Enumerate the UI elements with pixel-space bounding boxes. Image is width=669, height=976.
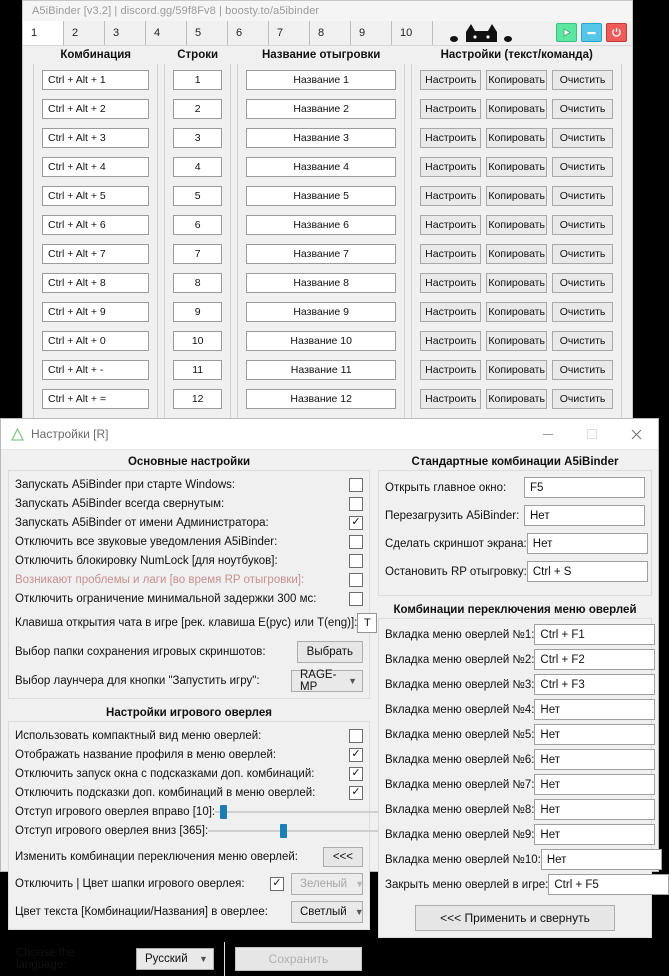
row-actions (420, 273, 613, 293)
settings-window-controls (526, 420, 658, 449)
maximize-icon (586, 428, 598, 440)
row-actions (420, 99, 613, 119)
group-title-overlay-combos: Комбинации переключения меню оверлей (393, 604, 637, 616)
combination-input[interactable]: Ctrl + Alt + 8 (42, 273, 149, 293)
apply-and-minimize-button[interactable]: <<< Применить и свернуть (415, 905, 615, 931)
settings-left-column (8, 456, 370, 976)
clear-button[interactable]: Очистить (552, 99, 613, 119)
clear-button[interactable]: Очистить (552, 215, 613, 235)
tab-2[interactable]: 2 (64, 21, 105, 45)
power-icon (611, 27, 622, 38)
combination-input[interactable]: Ctrl + Alt + 3 (42, 128, 149, 148)
choose-folder-button[interactable]: Выбрать (297, 641, 363, 663)
configure-button[interactable]: Настроить (420, 244, 481, 264)
column-combination (33, 50, 158, 425)
line-count-input[interactable]: 10 (173, 331, 222, 351)
chat-key-input[interactable]: T (357, 613, 377, 633)
overlay-slider-2[interactable] (208, 823, 378, 839)
settings-titlebar (1, 419, 658, 450)
overlay-checkbox-list (15, 726, 363, 802)
line-count-input[interactable]: 9 (173, 302, 222, 322)
launcher-label: Выбор лаунчера для кнопки "Запустить игру": (15, 675, 260, 687)
name-cells (237, 64, 405, 425)
configure-button[interactable]: Настроить (420, 360, 481, 380)
roleplay-name-input[interactable]: Название 12 (246, 389, 396, 409)
main-setting-1-checkbox[interactable] (349, 478, 363, 492)
check-icon: ✓ (351, 766, 361, 779)
tab-3[interactable]: 3 (105, 21, 146, 45)
line-count-input[interactable]: 12 (173, 389, 222, 409)
roleplay-name-input[interactable]: Название 7 (246, 244, 396, 264)
overlay-combo-3-label: Вкладка меню оверлей №3: (385, 678, 535, 691)
tab-7[interactable]: 7 (269, 21, 310, 45)
overlay-setting-2-row (15, 745, 363, 764)
main-setting-6-row (15, 570, 363, 589)
main-setting-5-row (15, 551, 363, 570)
tab-5[interactable]: 5 (187, 21, 228, 45)
language-select[interactable] (136, 948, 214, 970)
main-setting-2-checkbox[interactable] (349, 497, 363, 511)
copy-button[interactable]: Копировать (486, 302, 547, 322)
row-actions (420, 186, 613, 206)
group-title-main-settings: Основные настройки (127, 456, 251, 468)
roleplay-name-input[interactable]: Название 8 (246, 273, 396, 293)
clear-button[interactable]: Очистить (552, 389, 613, 409)
overlay-combo-5-row (385, 724, 645, 745)
line-count-input[interactable]: 6 (173, 215, 222, 235)
standard-combo-4-input[interactable]: Ctrl + S (527, 561, 648, 582)
column-header-combination: Комбинация (60, 49, 131, 61)
overlay-combo-5-input[interactable]: Нет (534, 724, 655, 745)
column-header-name: Название отыгровки (261, 49, 381, 61)
row-actions (420, 389, 613, 409)
line-count-input[interactable]: 8 (173, 273, 222, 293)
roleplay-name-input[interactable]: Название 3 (246, 128, 396, 148)
settings-body (1, 450, 658, 976)
overlay-slider-list (15, 802, 363, 840)
overlay-combo-10-row (385, 849, 645, 870)
slider-track (208, 830, 378, 832)
tab-9[interactable]: 9 (351, 21, 392, 45)
overlay-setting-3-row (15, 764, 363, 783)
combination-input[interactable]: Ctrl + Alt + - (42, 360, 149, 380)
settings-maximize-button[interactable] (570, 420, 614, 449)
clear-button[interactable]: Очистить (552, 302, 613, 322)
overlay-combo-7-input[interactable]: Нет (534, 774, 655, 795)
overlay-combo-1-row (385, 624, 645, 645)
line-count-input[interactable]: 3 (173, 128, 222, 148)
play-button[interactable] (556, 23, 577, 42)
main-window (22, 0, 633, 420)
standard-combo-4-row (385, 561, 645, 582)
change-combos-label: Изменить комбинации переключения меню оверлей: (15, 851, 299, 863)
row-actions (420, 128, 613, 148)
group-title-overlay-settings: Настройки игрового оверлея (106, 707, 272, 719)
combination-input[interactable]: Ctrl + Alt + 7 (42, 244, 149, 264)
screenshot-folder-label: Выбор папки сохранения игровых скриншотов: (15, 646, 266, 658)
overlay-combos-list (385, 624, 645, 895)
overlay-setting-3-checkbox[interactable] (349, 767, 363, 781)
group-title-standard-combos: Стандартные комбинации A5iBinder (411, 456, 619, 468)
copy-button[interactable]: Копировать (486, 389, 547, 409)
row-actions (420, 157, 613, 177)
overlay-setting-2-label: Отображать название профиля в меню оверлей: (15, 748, 277, 761)
tab-4[interactable]: 4 (146, 21, 187, 45)
group-main-settings (8, 456, 370, 699)
tab-10[interactable]: 10 (392, 21, 433, 45)
text-color-label: Цвет текста [Комбинации/Названия] в оверлее: (15, 906, 268, 918)
change-combos-button[interactable]: <<< (323, 847, 363, 867)
main-setting-7-checkbox[interactable] (349, 592, 363, 606)
settings-bottom-bar (8, 938, 370, 976)
main-setting-6-checkbox[interactable] (349, 573, 363, 587)
settings-close-button[interactable] (614, 420, 658, 449)
clear-button[interactable]: Очистить (552, 157, 613, 177)
clear-button[interactable]: Очистить (552, 244, 613, 264)
profile-tabstrip (23, 21, 632, 46)
configure-button[interactable]: Настроить (420, 99, 481, 119)
tab-6[interactable]: 6 (228, 21, 269, 45)
standard-combo-3-input[interactable]: Нет (527, 533, 648, 554)
combination-input[interactable]: Ctrl + Alt + 1 (42, 70, 149, 90)
row-actions (420, 302, 613, 322)
configure-button[interactable]: Настроить (420, 215, 481, 235)
copy-button[interactable]: Копировать (486, 186, 547, 206)
overlay-combo-11-input[interactable]: Ctrl + F5 (548, 874, 669, 895)
row-launcher (15, 670, 363, 692)
configure-button[interactable]: Настроить (420, 331, 481, 351)
language-label: Choose the language: (16, 947, 75, 971)
main-setting-4-label: Отключить все звуковые уведомления A5iBinder: (15, 535, 278, 548)
overlay-combo-10-input[interactable]: Нет (541, 849, 662, 870)
configure-button[interactable]: Настроить (420, 128, 481, 148)
main-setting-7-label: Отключить ограничение минимальной задержки 300 мс: (15, 592, 317, 605)
roleplay-name-input[interactable]: Название 5 (246, 186, 396, 206)
column-name (237, 50, 405, 425)
clear-button[interactable]: Очистить (552, 186, 613, 206)
check-icon: ✓ (272, 877, 282, 889)
row-actions (420, 331, 613, 351)
overlay-combo-6-row (385, 749, 645, 770)
save-button[interactable]: Сохранить (235, 947, 362, 971)
main-setting-2-row (15, 494, 363, 513)
roleplay-name-input[interactable]: Название 11 (246, 360, 396, 380)
main-settings-checkbox-list (15, 475, 363, 608)
main-setting-3-label: Запускать A5iBinder от имени Администратора: (15, 516, 269, 529)
configure-button[interactable]: Настроить (420, 157, 481, 177)
overlay-combo-11-row (385, 874, 645, 895)
chevron-down-icon: ▼ (355, 879, 365, 889)
clear-button[interactable]: Очистить (552, 273, 613, 293)
app-title: A5iBinder [v3.2] | discord.gg/59f8Fv8 | boosty.to/a5ibinder (32, 5, 320, 17)
clear-button[interactable]: Очистить (552, 360, 613, 380)
group-overlay-settings (8, 707, 370, 930)
row-change-combos (15, 847, 363, 867)
line-count-input[interactable]: 2 (173, 99, 222, 119)
chat-key-label: Клавиша открытия чата в игре [рек. клавиша E(рус) или T(eng)]: (15, 617, 358, 629)
overlay-combo-9-row (385, 824, 645, 845)
line-count-input[interactable]: 1 (173, 70, 222, 90)
column-header-rows: Строки (177, 49, 219, 61)
main-setting-2-label: Запускать A5iBinder всегда свернутым: (15, 497, 225, 510)
settings-title: Настройки [R] (31, 427, 109, 441)
overlay-setting-4-checkbox[interactable] (349, 786, 363, 800)
copy-button[interactable]: Копировать (486, 273, 547, 293)
configure-button[interactable]: Настроить (420, 389, 481, 409)
main-setting-3-checkbox[interactable] (349, 516, 363, 530)
standard-combo-1-input[interactable]: F5 (524, 477, 645, 498)
minimize-icon (586, 28, 597, 37)
overlay-combo-4-row (385, 699, 645, 720)
combination-input[interactable]: Ctrl + Alt + = (42, 389, 149, 409)
tab-8[interactable]: 8 (310, 21, 351, 45)
header-color-checkbox[interactable] (270, 877, 284, 891)
configure-button[interactable]: Настроить (420, 70, 481, 90)
text-color-select[interactable] (291, 901, 363, 923)
overlay-combo-6-input[interactable]: Нет (534, 749, 655, 770)
chevron-down-icon: ▼ (348, 676, 357, 686)
standard-combo-3-label: Сделать скриншот экрана: (385, 537, 527, 550)
copy-button[interactable]: Копировать (486, 360, 547, 380)
row-actions (420, 360, 613, 380)
overlay-setting-1-row (15, 726, 363, 745)
combination-input[interactable]: Ctrl + Alt + 2 (42, 99, 149, 119)
configure-button[interactable]: Настроить (420, 302, 481, 322)
overlay-slider-1-row (15, 802, 363, 821)
overlay-combo-4-input[interactable]: Нет (534, 699, 655, 720)
overlay-setting-4-row (15, 783, 363, 802)
combination-input[interactable]: Ctrl + Alt + 4 (42, 157, 149, 177)
overlay-combo-9-label: Вкладка меню оверлей №9: (385, 828, 535, 841)
settings-right-column (378, 456, 652, 976)
overlay-combo-4-label: Вкладка меню оверлей №4: (385, 703, 535, 716)
main-setting-1-label: Запускать A5iBinder при старте Windows: (15, 478, 236, 491)
group-overlay-combos (378, 604, 652, 938)
slider-thumb[interactable] (280, 824, 287, 838)
roleplay-name-input[interactable]: Название 10 (246, 331, 396, 351)
overlay-combo-2-row (385, 649, 645, 670)
row-text-color (15, 901, 363, 923)
settings-minimize-button[interactable] (526, 420, 570, 449)
cat-silhouette-icon (448, 23, 514, 43)
roleplay-name-input[interactable]: Название 4 (246, 157, 396, 177)
roleplay-name-input[interactable]: Название 9 (246, 302, 396, 322)
clear-button[interactable]: Очистить (552, 128, 613, 148)
main-window-titlebar (23, 1, 632, 21)
line-count-input[interactable]: 11 (173, 360, 222, 380)
overlay-setting-1-label: Использовать компактный вид меню оверлей: (15, 729, 262, 742)
copy-button[interactable]: Копировать (486, 70, 547, 90)
main-setting-4-checkbox[interactable] (349, 535, 363, 549)
row-chat-key (15, 613, 371, 633)
tab-1[interactable]: 1 (23, 21, 64, 45)
combination-input[interactable]: Ctrl + Alt + 5 (42, 186, 149, 206)
copy-button[interactable]: Копировать (486, 157, 547, 177)
launcher-select[interactable] (291, 670, 363, 692)
overlay-combo-7-row (385, 774, 645, 795)
standard-combo-1-row (385, 477, 645, 498)
header-color-select[interactable] (291, 873, 363, 895)
text-color-value: Светлый (300, 906, 347, 918)
language-value: Русский (144, 953, 188, 965)
standard-combo-2-label: Перезагрузить A5iBinder: (385, 509, 520, 522)
overlay-combo-3-row (385, 674, 645, 695)
combination-input[interactable]: Ctrl + Alt + 0 (42, 331, 149, 351)
overlay-slider-1-label: Отступ игрового оверлея вправо [10]: (15, 805, 216, 818)
configure-button[interactable]: Настроить (420, 186, 481, 206)
minimize-icon (542, 428, 554, 440)
overlay-combo-8-label: Вкладка меню оверлей №8: (385, 803, 535, 816)
check-icon: ✓ (351, 785, 361, 798)
overlay-setting-4-label: Отключить подсказки доп. комбинаций в меню оверлей: (15, 786, 316, 799)
settings-window (0, 418, 659, 971)
tabstrip-filler (433, 21, 632, 45)
copy-button[interactable]: Копировать (486, 128, 547, 148)
overlay-slider-2-label: Отступ игрового оверлея вниз [365]: (15, 824, 209, 837)
clear-button[interactable]: Очистить (552, 331, 613, 351)
row-screenshot-folder (15, 641, 363, 663)
configure-button[interactable]: Настроить (420, 273, 481, 293)
header-color-label: Отключить | Цвет шапки игрового оверлея: (15, 878, 245, 890)
overlay-combo-8-input[interactable]: Нет (534, 799, 655, 820)
column-settings (411, 50, 622, 425)
line-count-input[interactable]: 5 (173, 186, 222, 206)
main-setting-7-row (15, 589, 363, 608)
close-icon (630, 428, 643, 441)
app-logo-icon (11, 428, 24, 441)
main-setting-5-label: Отключить блокировку NumLock [для ноутбуков]: (15, 554, 278, 567)
launcher-value: RAGE-MP (300, 669, 337, 693)
main-setting-1-row (15, 475, 363, 494)
binder-table (23, 46, 632, 425)
main-setting-4-row (15, 532, 363, 551)
main-setting-5-checkbox[interactable] (349, 554, 363, 568)
overlay-setting-1-checkbox[interactable] (349, 729, 363, 743)
row-header-color (15, 873, 363, 895)
combination-input[interactable]: Ctrl + Alt + 9 (42, 302, 149, 322)
check-icon: ✓ (351, 515, 361, 528)
header-color-value: Зеленый (300, 878, 348, 890)
overlay-combo-8-row (385, 799, 645, 820)
group-standard-combos (378, 456, 652, 596)
overlay-slider-1[interactable] (215, 804, 385, 820)
power-button[interactable] (606, 23, 627, 42)
row-actions (420, 215, 613, 235)
column-rows (164, 50, 231, 425)
rows-cells (164, 64, 231, 425)
chevron-down-icon: ▼ (199, 954, 208, 964)
overlay-combo-2-label: Вкладка меню оверлей №2: (385, 653, 535, 666)
slider-track (215, 811, 385, 813)
column-header-settings: Настройки (текст/команда) (440, 49, 593, 61)
copy-button[interactable]: Копировать (486, 331, 547, 351)
copy-button[interactable]: Копировать (486, 99, 547, 119)
standard-combo-3-row (385, 533, 645, 554)
roleplay-name-input[interactable]: Название 6 (246, 215, 396, 235)
standard-combos-list (385, 477, 645, 582)
roleplay-name-input[interactable]: Название 2 (246, 99, 396, 119)
settings-cells (411, 64, 622, 425)
standard-combo-2-row (385, 505, 645, 526)
standard-combo-2-input[interactable]: Нет (524, 505, 645, 526)
clear-button[interactable]: Очистить (552, 70, 613, 90)
overlay-combo-11-label: Закрыть меню оверлей в игре: (385, 878, 549, 891)
row-actions (420, 244, 613, 264)
overlay-combo-3-input[interactable]: Ctrl + F3 (534, 674, 655, 695)
overlay-slider-2-row (15, 821, 363, 840)
overlay-combo-7-label: Вкладка меню оверлей №7: (385, 778, 535, 791)
play-icon (562, 28, 571, 37)
roleplay-name-input[interactable]: Название 1 (246, 70, 396, 90)
main-setting-3-row (15, 513, 363, 532)
window-controls (556, 23, 627, 42)
combination-input[interactable]: Ctrl + Alt + 6 (42, 215, 149, 235)
overlay-combo-2-input[interactable]: Ctrl + F2 (534, 649, 655, 670)
overlay-combo-6-label: Вкладка меню оверлей №6: (385, 753, 535, 766)
overlay-combo-1-input[interactable]: Ctrl + F1 (534, 624, 655, 645)
overlay-combo-1-label: Вкладка меню оверлей №1: (385, 628, 535, 641)
check-icon: ✓ (351, 747, 361, 760)
combination-cells (33, 64, 158, 425)
row-actions (420, 70, 613, 90)
overlay-combo-5-label: Вкладка меню оверлей №5: (385, 728, 535, 741)
slider-thumb[interactable] (220, 805, 227, 819)
overlay-setting-3-label: Отключить запуск окна с подсказками доп. комбинаций: (15, 767, 315, 780)
standard-combo-1-label: Открыть главное окно: (385, 481, 507, 494)
overlay-combo-9-input[interactable]: Нет (534, 824, 655, 845)
overlay-setting-2-checkbox[interactable] (349, 748, 363, 762)
overlay-combo-10-label: Вкладка меню оверлей №10: (385, 853, 541, 866)
main-setting-6-label: Возникают проблемы и лаги [во время RP отыгровки]: (15, 573, 305, 586)
standard-combo-4-label: Остановить RP отыгровку: (385, 565, 527, 578)
copy-button[interactable]: Копировать (486, 215, 547, 235)
chevron-down-icon: ▼ (354, 907, 364, 917)
minimize-button[interactable] (581, 23, 602, 42)
line-count-input[interactable]: 4 (173, 157, 222, 177)
copy-button[interactable]: Копировать (486, 244, 547, 264)
bottom-divider (224, 942, 225, 976)
line-count-input[interactable]: 7 (173, 244, 222, 264)
